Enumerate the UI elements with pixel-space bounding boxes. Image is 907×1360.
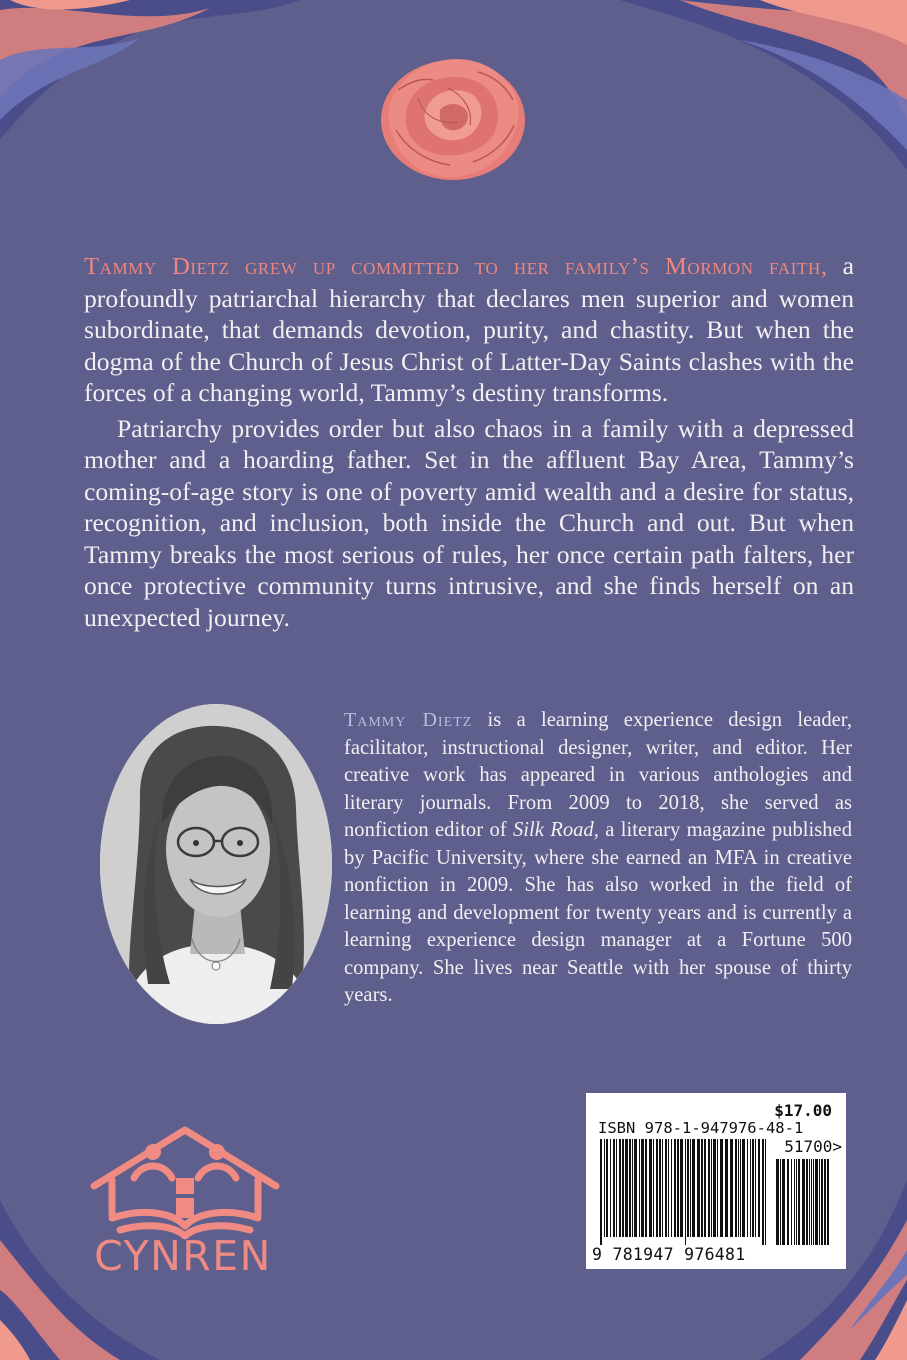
- house-book-icon: [72, 1122, 298, 1242]
- blurb-paragraph-2: Patriarchy provides order but also chaos in a family with a depressed mother and a hoarding father. Set in the affluent Bay Area, Tammy’s coming-of-age story is one of poverty amid wealth and a desire for status, recognition, and inclusion, both inside the Church and out. But when Tammy breaks the most serious of rules, her once certain path falters, her once protective community turns intrusive, and she finds herself on an unexpected journey.: [84, 413, 854, 632]
- barcode-digits: 9 781947 976481: [592, 1245, 746, 1264]
- magazine-title: Silk Road,: [513, 819, 599, 841]
- isbn-barcode: [586, 1093, 846, 1269]
- bio-text-1: is a learning experience design leader, facilitator, instructional designer, writer, and editor. Her creative work has appeared in various anthologies and literary journals. From 2009 to 2018, she served as nonfiction editor of: [344, 709, 852, 841]
- bio-text-2: a literary magazine published by Pacific University, where she earned an MFA in creative nonfiction in 2009. She has also worked in the field of learning and development for twenty years and is currently a learning experience design manager at a Fortune 500 company. She lives near Seattle with her spouse of thirty years.: [344, 819, 852, 1006]
- blurb-paragraph-1-text: a profoundly patriarchal hierarchy that declares men superior and women subordinate, that demands devotion, purity, and chastity. But when the dogma of the Church of Jesus Christ of Latter-Day Saints clashes with the forces of a changing world, Tammy’s destiny transforms.: [84, 251, 854, 407]
- isbn-label: ISBN 978-1-947976-48-1: [598, 1119, 804, 1137]
- blurb-paragraph-1: [84, 250, 854, 409]
- ean5-code: 51700>: [784, 1137, 842, 1156]
- rose-illustration: [378, 50, 528, 182]
- publisher-name: CYNREN: [94, 1232, 272, 1280]
- author-photo: [100, 704, 332, 1024]
- author-portrait-image: [100, 704, 332, 1024]
- price-label: $17.00: [774, 1101, 832, 1120]
- author-bio: [344, 707, 852, 1010]
- blurb-lead-in: Tammy Dietz grew up committed to her family’s Mormon faith,: [84, 253, 828, 280]
- author-name: Tammy Dietz: [344, 709, 473, 731]
- book-description: [84, 250, 854, 633]
